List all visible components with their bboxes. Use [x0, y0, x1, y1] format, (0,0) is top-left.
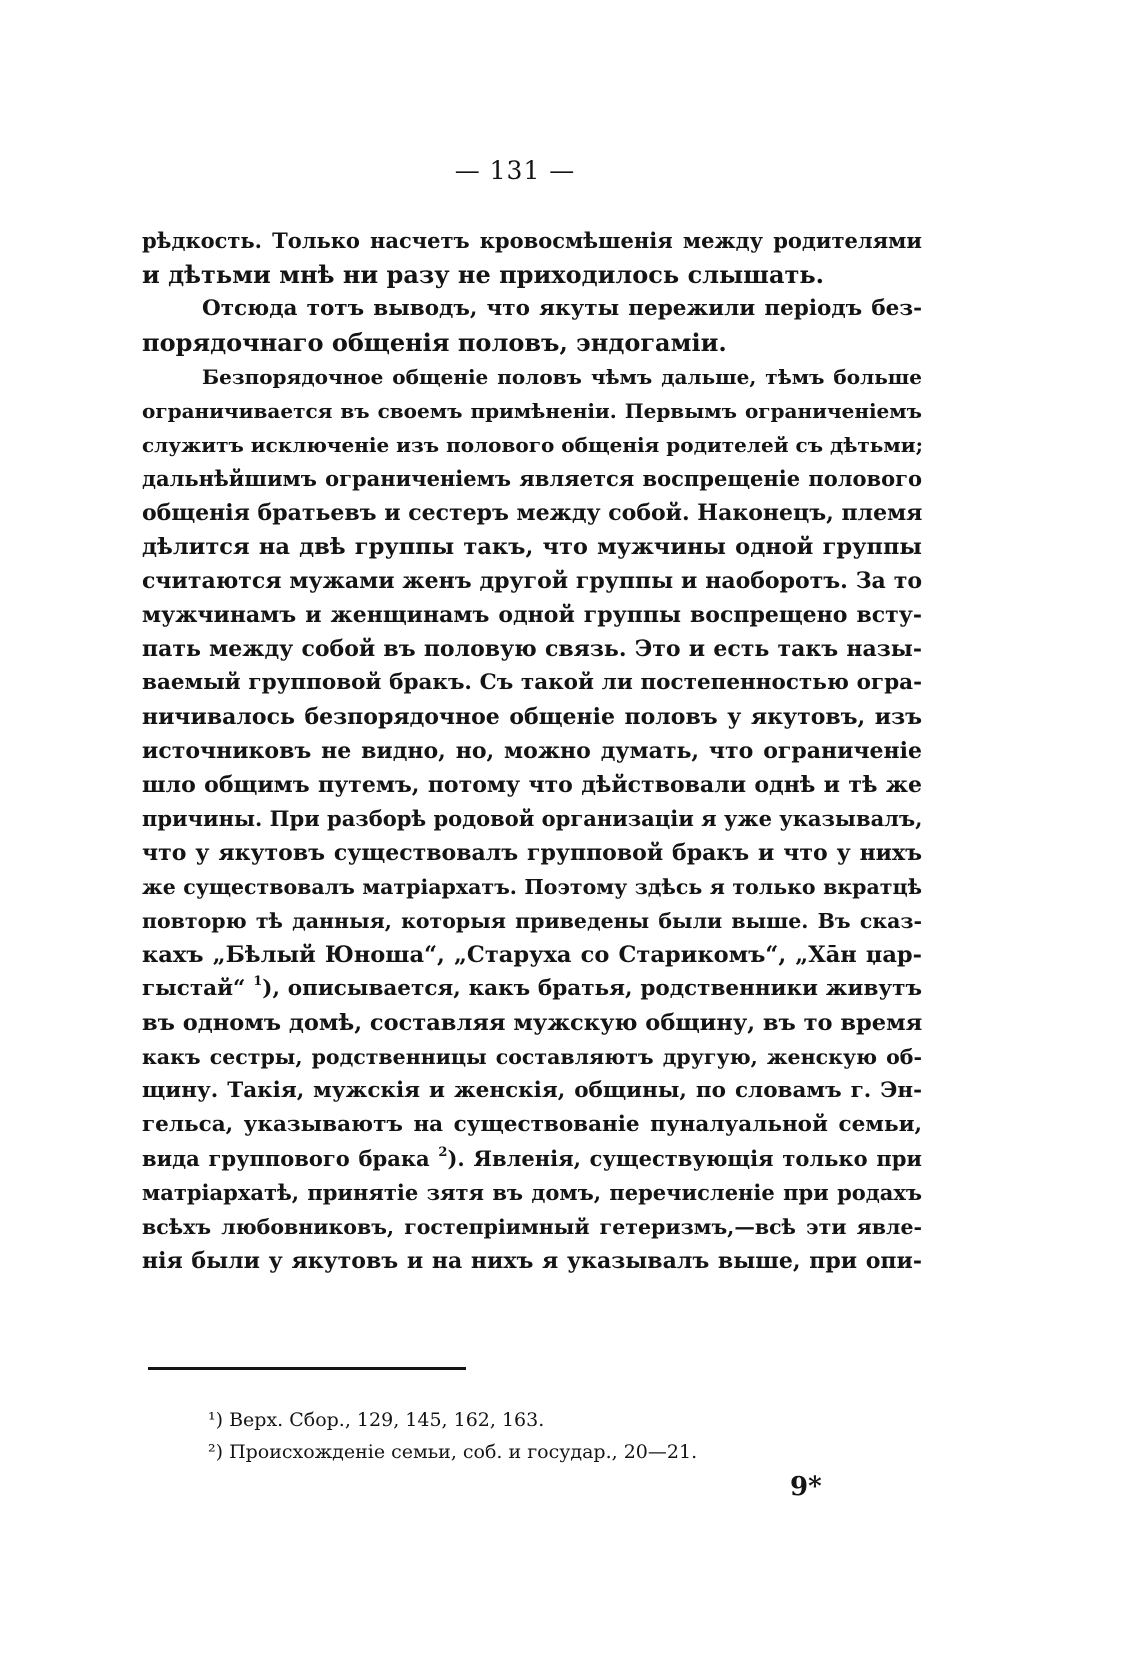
footnote-ref-2[interactable]: 2 [438, 1145, 448, 1160]
footnote-2: ²) Происхожденіе семьи, соб. и государ., 20—21. [208, 1441, 698, 1463]
text-line: и дѣтьми мнѣ ни разу не приходилось слышать. [142, 260, 825, 289]
text-line: нія были у якутовъ и на нихъ я указывалъ выше, при опи- [142, 1248, 922, 1274]
text-line: шло общимъ путемъ, потому что дѣйствовали однѣ и тѣ же [142, 772, 922, 798]
text-line: рѣдкость. Только насчетъ кровосмѣшенія между родителями [142, 228, 922, 253]
text-line: пать между собой въ половую связь. Это и есть такъ назы- [142, 636, 922, 662]
line-fragment: ), описывается, какъ братья, родственники живутъ [262, 976, 922, 1001]
text-line: же существовалъ матріархатъ. Поэтому здѣсь я только вкратцѣ [142, 875, 922, 899]
text-line: матріархатѣ, принятіе зятя въ домъ, перечисленіе при родахъ [142, 1180, 922, 1205]
text-line [142, 972, 922, 1006]
line-fragment: вида группового брака [142, 1146, 430, 1171]
text-line: причины. При разборѣ родовой организаціи я уже указывалъ, [142, 806, 923, 831]
text-line: въ одномъ домѣ, составляя мужскую общину, въ то время [142, 1010, 923, 1036]
text-line: повторю тѣ данныя, которыя приведены были выше. Въ сказ- [142, 909, 922, 933]
text-line: что у якутовъ существовалъ групповой бракъ и что у нихъ [142, 840, 922, 866]
line-fragment: гыстай“ [142, 976, 246, 1001]
text-line: щину. Такія, мужскія и женскія, общины, по словамъ г. Эн- [142, 1078, 922, 1103]
text-line: общенія братьевъ и сестеръ между собой. Наконецъ, племя [142, 500, 923, 526]
text-line: гельса, указываютъ на существованіе пуналуальной семьи, [142, 1112, 922, 1137]
footnotes [208, 1404, 768, 1468]
footnote-1: ¹) Верх. Сбор., 129, 145, 162, 163. [208, 1409, 545, 1431]
text-line: ваемый групповой бракъ. Съ такой ли постепенностью огра- [142, 670, 922, 695]
text-line: Безпорядочное общеніе половъ чѣмъ дальше, тѣмъ больше [202, 365, 922, 389]
page-number: — 131 — [454, 156, 576, 185]
text-line: порядочнаго общенія половъ, эндогаміи. [142, 328, 727, 357]
text-line: дѣлится на двѣ группы такъ, что мужчины одной группы [142, 534, 922, 560]
footnote-divider [148, 1367, 466, 1370]
text-line: источниковъ не видно, но, можно думать, что ограниченіе [142, 738, 922, 764]
text-line: считаются мужами женъ другой группы и наоборотъ. За то [142, 568, 922, 594]
text-line: какъ сестры, родственницы составляютъ другую, женскую об- [142, 1045, 922, 1069]
text-line: дальнѣйшимъ ограниченіемъ является воспрещеніе полового [142, 466, 922, 491]
text-line: служитъ исключеніе изъ полового общенія родителей съ дѣтьми; [142, 433, 923, 457]
footnote-ref-1[interactable]: 1 [253, 974, 263, 989]
line-fragment: ). Явленія, существующія только при [447, 1146, 923, 1171]
text-line: ограничивается въ своемъ примѣненіи. Первымъ ограниченіемъ [142, 399, 922, 423]
printer-signature-mark: 9* [790, 1472, 822, 1502]
text-line [142, 1142, 922, 1176]
text-line: Отсюда тотъ выводъ, что якуты пережили періодъ без- [202, 296, 922, 321]
text-line: мужчинамъ и женщинамъ одной группы воспрещено всту- [142, 602, 922, 628]
text-line: всѣхъ любовниковъ, гостепріимный гетеризмъ,—всѣ эти явле- [142, 1215, 922, 1239]
text-line: ничивалось безпорядочное общеніе половъ у якутовъ, изъ [142, 704, 922, 730]
body-text [142, 224, 922, 1278]
text-line: кахъ „Бѣлый Юноша“, „Старуха со Старикомъ“, „Хāн џар- [142, 942, 922, 968]
